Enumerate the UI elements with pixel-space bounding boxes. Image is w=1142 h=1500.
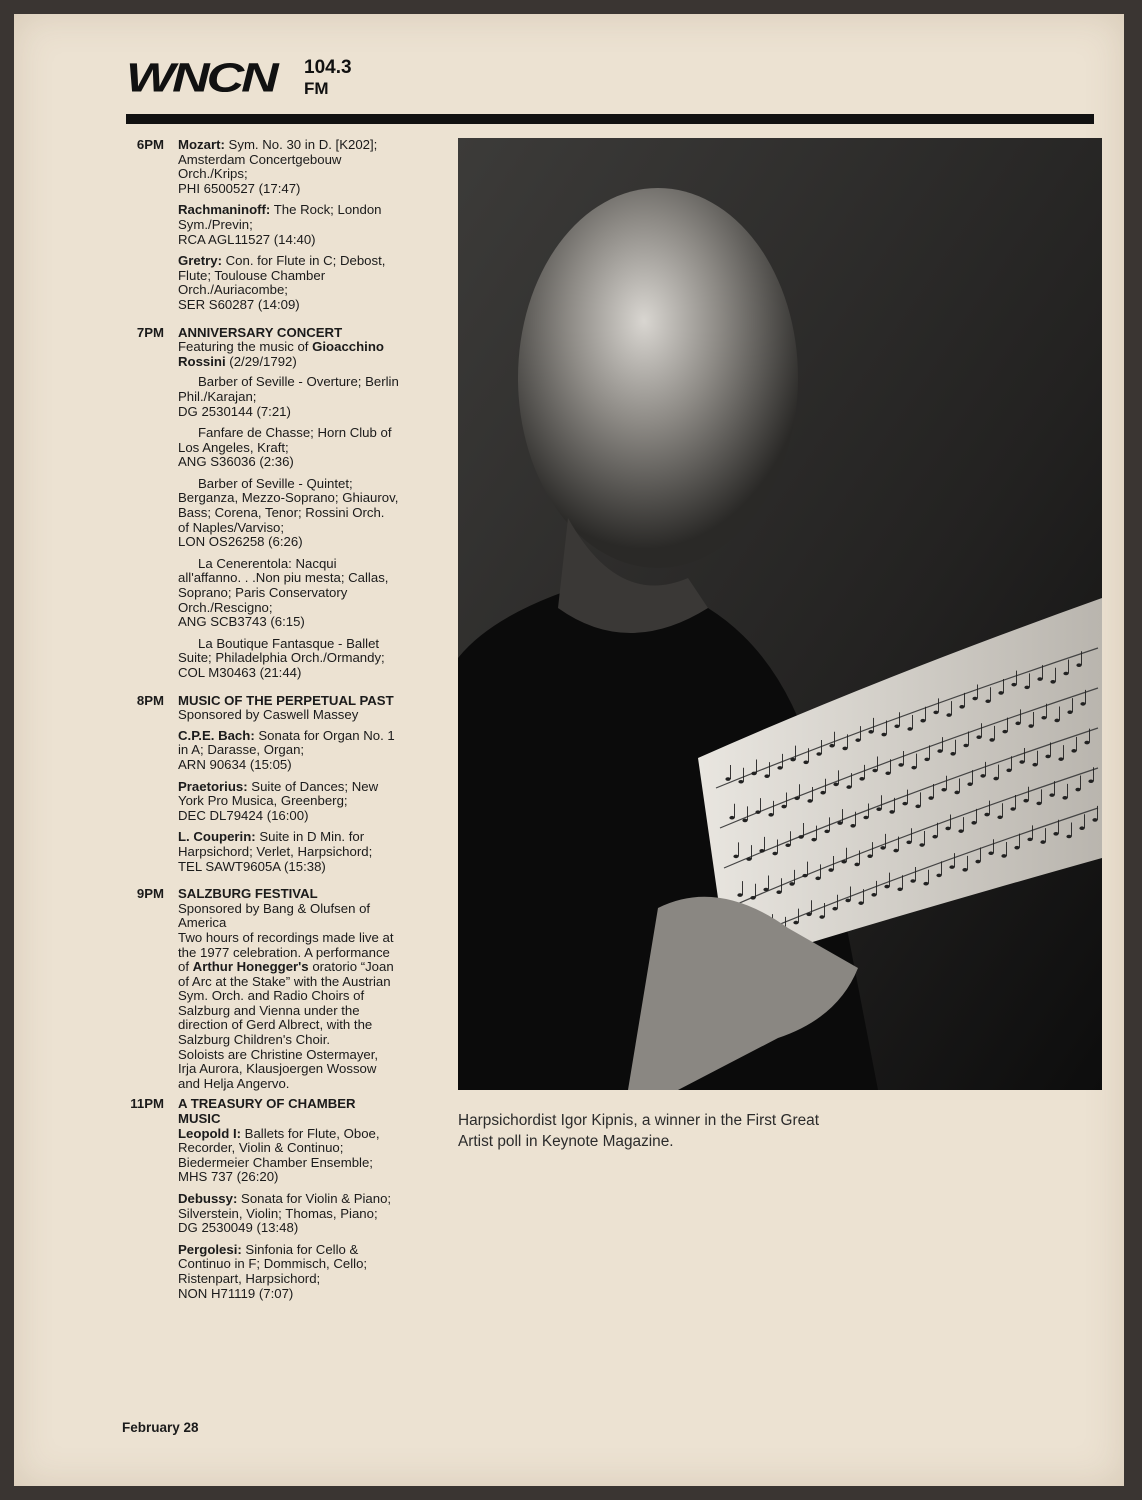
program-line: COL M30463 (21:44) — [178, 665, 302, 680]
note-mark — [907, 727, 912, 731]
slot-title: A TREASURY OF CHAMBER — [178, 1096, 356, 1112]
note-mark — [815, 877, 820, 881]
note-mark — [1036, 802, 1041, 806]
note-mark — [902, 802, 907, 806]
program-line: Continuo in F; Dommisch, Cello; — [178, 1256, 368, 1272]
note-mark — [985, 699, 990, 703]
note-mark — [989, 738, 994, 742]
program-entry — [178, 557, 450, 630]
program-text: Suite in D Min. for — [255, 829, 365, 845]
note-mark — [776, 890, 781, 894]
note-mark — [1001, 854, 1006, 858]
note-mark — [1075, 788, 1080, 792]
program-line: Orch./Rescigno; — [178, 599, 273, 615]
composer-name: Mozart: — [178, 137, 225, 152]
note-mark — [1028, 724, 1033, 728]
note-mark — [1092, 818, 1097, 822]
program-entry — [178, 637, 450, 681]
description-line: Sym. Orch. and Radio Choirs of — [178, 988, 365, 1004]
program-first-line — [178, 1127, 450, 1142]
note-mark — [798, 835, 803, 839]
note-mark — [958, 829, 963, 833]
note-mark — [802, 874, 807, 878]
note-mark — [755, 810, 760, 814]
note-mark — [777, 766, 782, 770]
composer-name: Praetorius: — [178, 778, 248, 794]
note-mark — [1066, 835, 1071, 839]
description-text: oratorio “Joan — [308, 959, 394, 975]
slot-body — [178, 694, 450, 882]
slot-time: 7PM — [136, 324, 164, 340]
program-line: DEC DL79424 (16:00) — [178, 807, 309, 823]
program-first-line — [178, 375, 450, 390]
program-first-line — [178, 830, 450, 845]
program-first-line — [178, 637, 450, 652]
note-mark — [772, 852, 777, 856]
note-mark — [1023, 799, 1028, 803]
slot-body — [178, 138, 450, 320]
note-mark — [863, 816, 868, 820]
program-line: Flute; Toulouse Chamber — [178, 267, 326, 283]
description-line: direction of Gerd Albrect, with the — [178, 1017, 373, 1033]
time-slot — [110, 326, 450, 688]
program-text: Fanfare de Chasse; Horn Club of — [198, 425, 392, 441]
note-mark — [1010, 807, 1015, 811]
note-mark — [993, 777, 998, 781]
program-line: Amsterdam Concertgebouw — [178, 151, 342, 167]
note-mark — [1027, 838, 1032, 842]
note-mark — [832, 907, 837, 911]
note-mark — [949, 865, 954, 869]
program-text: La Boutique Fantasque - Ballet — [198, 635, 380, 651]
note-mark — [764, 774, 769, 778]
program-first-line — [178, 1243, 450, 1258]
note-mark — [911, 766, 916, 770]
program-line: PHI 6500527 (17:47) — [178, 180, 301, 196]
program-line: ARN 90634 (15:05) — [178, 756, 292, 772]
sponsor-line: Sponsored by Caswell Massey — [178, 707, 359, 723]
note-mark — [729, 816, 734, 820]
program-first-line — [178, 138, 450, 153]
description-line — [178, 960, 450, 975]
composer-name: C.P.E. Bach: — [178, 727, 255, 743]
composer-name: Rachmaninoff: — [178, 202, 271, 218]
note-mark — [954, 791, 959, 795]
program-first-line — [178, 1192, 450, 1207]
note-mark — [807, 799, 812, 803]
note-mark — [1032, 763, 1037, 767]
note-mark — [1015, 722, 1020, 726]
logo-band: FM — [304, 79, 329, 98]
program-line: Phil./Karajan; — [178, 388, 257, 404]
note-mark — [1088, 779, 1093, 783]
portrait-photo — [458, 138, 1102, 1090]
sponsor-line: Sponsored by Bang & Olufsen of — [178, 900, 371, 916]
page-date: February 28 — [122, 1420, 199, 1435]
note-mark — [1063, 672, 1068, 676]
program-line: Ristenpart, Harpsichord; — [178, 1270, 321, 1286]
note-mark — [941, 788, 946, 792]
program-first-line — [178, 729, 450, 744]
program-first-line — [178, 254, 450, 269]
program-entry — [178, 375, 450, 419]
note-mark — [751, 772, 756, 776]
program-text: Ballets for Flute, Oboe, — [241, 1125, 380, 1141]
note-mark — [858, 901, 863, 905]
program-line: Sym./Previn; — [178, 216, 253, 232]
note-mark — [750, 896, 755, 900]
note-mark — [737, 893, 742, 897]
note-mark — [794, 796, 799, 800]
note-mark — [789, 882, 794, 886]
slot-title: ANNIVERSARY CONCERT — [178, 324, 343, 340]
note-mark — [1080, 702, 1085, 706]
photo-caption — [458, 1110, 898, 1152]
program-line: in A; Darasse, Organ; — [178, 742, 305, 758]
note-mark — [893, 849, 898, 853]
composer-name: Debussy: — [178, 1191, 238, 1206]
slot-title: SALZBURG FESTIVAL — [178, 886, 318, 902]
note-mark — [1079, 826, 1084, 830]
time-slot — [110, 1097, 450, 1308]
program-line: Orch./Krips; — [178, 166, 248, 182]
program-entry — [178, 1127, 450, 1185]
program-guide-page — [14, 14, 1124, 1486]
program-text: La Cenerentola: Nacqui — [198, 555, 337, 571]
note-mark — [781, 805, 786, 809]
program-first-line — [178, 203, 450, 218]
note-mark — [742, 819, 747, 823]
description-line: of Arc at the Stake” with the Austrian — [178, 973, 391, 989]
caption-line-2: Artist poll in Keynote Magazine. — [458, 1133, 674, 1150]
note-mark — [868, 730, 873, 734]
note-mark — [872, 769, 877, 773]
note-mark — [997, 815, 1002, 819]
note-mark — [842, 747, 847, 751]
intro-composer-first: Gioacchino — [312, 339, 384, 355]
note-mark — [811, 838, 816, 842]
note-mark — [885, 771, 890, 775]
note-mark — [962, 868, 967, 872]
program-line: all'affanno. . .Non piu mesta; Callas, — [178, 570, 389, 586]
program-first-line — [178, 477, 450, 492]
program-line: Berganza, Mezzo-Soprano; Ghiaurov, — [178, 490, 399, 506]
program-entry — [178, 203, 450, 247]
note-mark — [855, 738, 860, 742]
intro-text: Featuring the music of — [178, 339, 313, 355]
note-mark — [932, 835, 937, 839]
program-text: The Rock; London — [270, 202, 382, 218]
intro-date: (2/29/1792) — [225, 353, 297, 369]
note-mark — [971, 821, 976, 825]
note-mark — [894, 724, 899, 728]
note-mark — [846, 785, 851, 789]
note-mark — [1037, 677, 1042, 681]
note-mark — [1076, 663, 1081, 667]
note-mark — [980, 774, 985, 778]
note-mark — [1062, 796, 1067, 800]
note-mark — [945, 827, 950, 831]
time-slot — [110, 138, 450, 320]
program-line: ANG SCB3743 (6:15) — [178, 614, 305, 630]
program-text: Barber of Seville - Quintet; — [198, 475, 353, 491]
note-mark — [829, 744, 834, 748]
note-mark — [785, 843, 790, 847]
description-line: Irja Aurora, Klausjoergen Wossow — [178, 1061, 377, 1077]
note-mark — [915, 805, 920, 809]
note-mark — [933, 711, 938, 715]
program-line: Recorder, Violin & Continuo; — [178, 1140, 344, 1156]
program-line: RCA AGL11527 (14:40) — [178, 231, 316, 247]
program-line: Orch./Auriacombe; — [178, 282, 288, 298]
note-mark — [790, 758, 795, 762]
note-mark — [824, 830, 829, 834]
note-mark — [988, 851, 993, 855]
note-mark — [898, 763, 903, 767]
description-line: Two hours of recordings made live at — [178, 929, 394, 945]
note-mark — [1054, 719, 1059, 723]
program-line: ANG S36036 (2:36) — [178, 454, 294, 470]
note-mark — [1040, 840, 1045, 844]
program-first-line — [178, 557, 450, 572]
program-text: Barber of Seville - Overture; Berlin — [198, 374, 399, 390]
program-line: Bass; Corena, Tenor; Rossini Orch. — [178, 505, 385, 521]
note-mark — [850, 824, 855, 828]
slot-body — [178, 887, 450, 1091]
note-mark — [867, 854, 872, 858]
note-mark — [998, 691, 1003, 695]
description-line: Soloists are Christine Ostermayer, — [178, 1046, 379, 1062]
note-mark — [937, 749, 942, 753]
note-mark — [967, 782, 972, 786]
program-line: Biedermeier Chamber Ensemble; — [178, 1154, 373, 1170]
note-mark — [854, 863, 859, 867]
note-mark — [959, 705, 964, 709]
note-mark — [859, 777, 864, 781]
note-mark — [793, 921, 798, 925]
description-text: of — [178, 959, 193, 975]
note-mark — [806, 913, 811, 917]
note-mark — [1041, 716, 1046, 720]
note-mark — [1058, 757, 1063, 761]
program-text: Con. for Flute in C; Debost, — [221, 253, 386, 269]
note-mark — [841, 860, 846, 864]
note-mark — [845, 899, 850, 903]
program-first-line — [178, 780, 450, 795]
composer-name: Gretry: — [178, 253, 222, 269]
slot-body — [178, 326, 450, 688]
slot-time: 9PM — [136, 886, 164, 902]
note-mark — [984, 813, 989, 817]
note-mark — [946, 713, 951, 717]
note-mark — [919, 843, 924, 847]
program-text: Suite of Dances; New — [247, 778, 379, 794]
note-mark — [816, 752, 821, 756]
header-rule — [126, 114, 1094, 124]
program-line: LON OS26258 (6:26) — [178, 534, 303, 550]
note-mark — [884, 885, 889, 889]
program-first-line — [178, 426, 450, 441]
note-mark — [746, 857, 751, 861]
note-mark — [963, 744, 968, 748]
program-entry — [178, 426, 450, 470]
program-entry — [178, 780, 450, 824]
program-entry — [178, 729, 450, 773]
composer-name: Pergolesi: — [178, 1241, 242, 1257]
note-mark — [763, 888, 768, 892]
program-line: Harpsichord; Verlet, Harpsichord; — [178, 843, 373, 859]
note-mark — [1084, 741, 1089, 745]
program-entry — [178, 1243, 450, 1301]
program-line: of Naples/Varviso; — [178, 519, 285, 535]
program-line: Suite; Philadelphia Orch./Ormandy; — [178, 650, 385, 666]
program-line: NON H71119 (7:07) — [178, 1285, 294, 1301]
note-mark — [1006, 769, 1011, 773]
note-mark — [828, 868, 833, 872]
note-mark — [889, 810, 894, 814]
program-text: Sonata for Organ No. 1 — [254, 727, 395, 743]
program-entry — [178, 138, 450, 196]
slot-title: MUSIC — [178, 1111, 221, 1127]
note-mark — [1067, 710, 1072, 714]
note-mark — [924, 758, 929, 762]
logo-frequency: 104.3 — [304, 57, 352, 78]
program-line: DG 2530144 (7:21) — [178, 403, 291, 419]
note-mark — [910, 879, 915, 883]
program-line: Soprano; Paris Conservatory — [178, 585, 348, 601]
program-line: DG 2530049 (13:48) — [178, 1220, 299, 1236]
note-mark — [1045, 755, 1050, 759]
station-logo — [126, 55, 352, 110]
note-mark — [837, 821, 842, 825]
note-mark — [1002, 730, 1007, 734]
program-text: Sinfonia for Cello & — [241, 1241, 359, 1257]
note-mark — [1050, 680, 1055, 684]
intro-line — [178, 355, 450, 370]
note-mark — [897, 887, 902, 891]
note-mark — [759, 849, 764, 853]
program-entry — [178, 1192, 450, 1236]
slot-title: MUSIC OF THE PERPETUAL PAST — [178, 692, 394, 708]
note-mark — [881, 733, 886, 737]
schedule-column — [110, 138, 450, 1314]
time-slot — [110, 887, 450, 1091]
composer-name: L. Couperin: — [178, 829, 256, 845]
composer-name: Leopold I: — [178, 1125, 241, 1141]
note-mark — [833, 783, 838, 787]
description-line: Salzburg Children's Choir. — [178, 1032, 331, 1048]
note-mark — [972, 697, 977, 701]
slot-time: 6PM — [136, 137, 164, 152]
program-line: MHS 737 (26:20) — [178, 1169, 279, 1185]
program-line: York Pro Musica, Greenberg; — [178, 793, 348, 809]
note-mark — [768, 813, 773, 817]
note-mark — [976, 735, 981, 739]
description-line: and Helja Angervo. — [178, 1075, 290, 1091]
note-mark — [871, 893, 876, 897]
description-line: Salzburg and Vienna under the — [178, 1002, 360, 1018]
note-mark — [936, 874, 941, 878]
note-mark — [906, 841, 911, 845]
note-mark — [1014, 846, 1019, 850]
note-mark — [923, 882, 928, 886]
program-entry — [178, 830, 450, 874]
note-mark — [975, 860, 980, 864]
time-slot — [110, 694, 450, 882]
program-line: Silverstein, Violin; Thomas, Piano; — [178, 1205, 378, 1221]
caption-line-1: Harpsichordist Igor Kipnis, a winner in the First Great — [458, 1112, 819, 1129]
note-mark — [820, 791, 825, 795]
program-line: TEL SAWT9605A (15:38) — [178, 858, 326, 874]
description-line: the 1977 celebration. A performance — [178, 944, 390, 960]
note-mark — [928, 796, 933, 800]
note-mark — [1071, 749, 1076, 753]
program-line: SER S60287 (14:09) — [178, 296, 300, 312]
program-entry — [178, 477, 450, 550]
program-text: Sonata for Violin & Piano; — [237, 1191, 392, 1206]
note-mark — [880, 846, 885, 850]
program-text: Sym. No. 30 in D. [K202]; — [224, 137, 378, 152]
note-mark — [950, 752, 955, 756]
portrait-illustration — [458, 138, 1102, 1090]
note-mark — [1024, 686, 1029, 690]
intro-line — [178, 340, 450, 355]
note-mark — [738, 780, 743, 784]
note-mark — [733, 855, 738, 859]
note-mark — [1011, 683, 1016, 687]
note-mark — [725, 777, 730, 781]
note-mark — [1019, 760, 1024, 764]
program-line: Los Angeles, Kraft; — [178, 439, 289, 455]
note-mark — [819, 915, 824, 919]
note-mark — [803, 761, 808, 765]
sponsor-line: America — [178, 915, 227, 931]
slot-time: 8PM — [136, 692, 164, 708]
note-mark — [1049, 793, 1054, 797]
program-entry — [178, 254, 450, 312]
note-mark — [1053, 832, 1058, 836]
intro-composer-last: Rossini — [178, 353, 226, 369]
description-composer: Arthur Honegger's — [192, 959, 309, 975]
note-mark — [920, 719, 925, 723]
note-mark — [876, 807, 881, 811]
logo-wordmark: WNCN — [126, 55, 276, 101]
slot-body — [178, 1097, 450, 1308]
slot-time: 11PM — [130, 1096, 164, 1112]
